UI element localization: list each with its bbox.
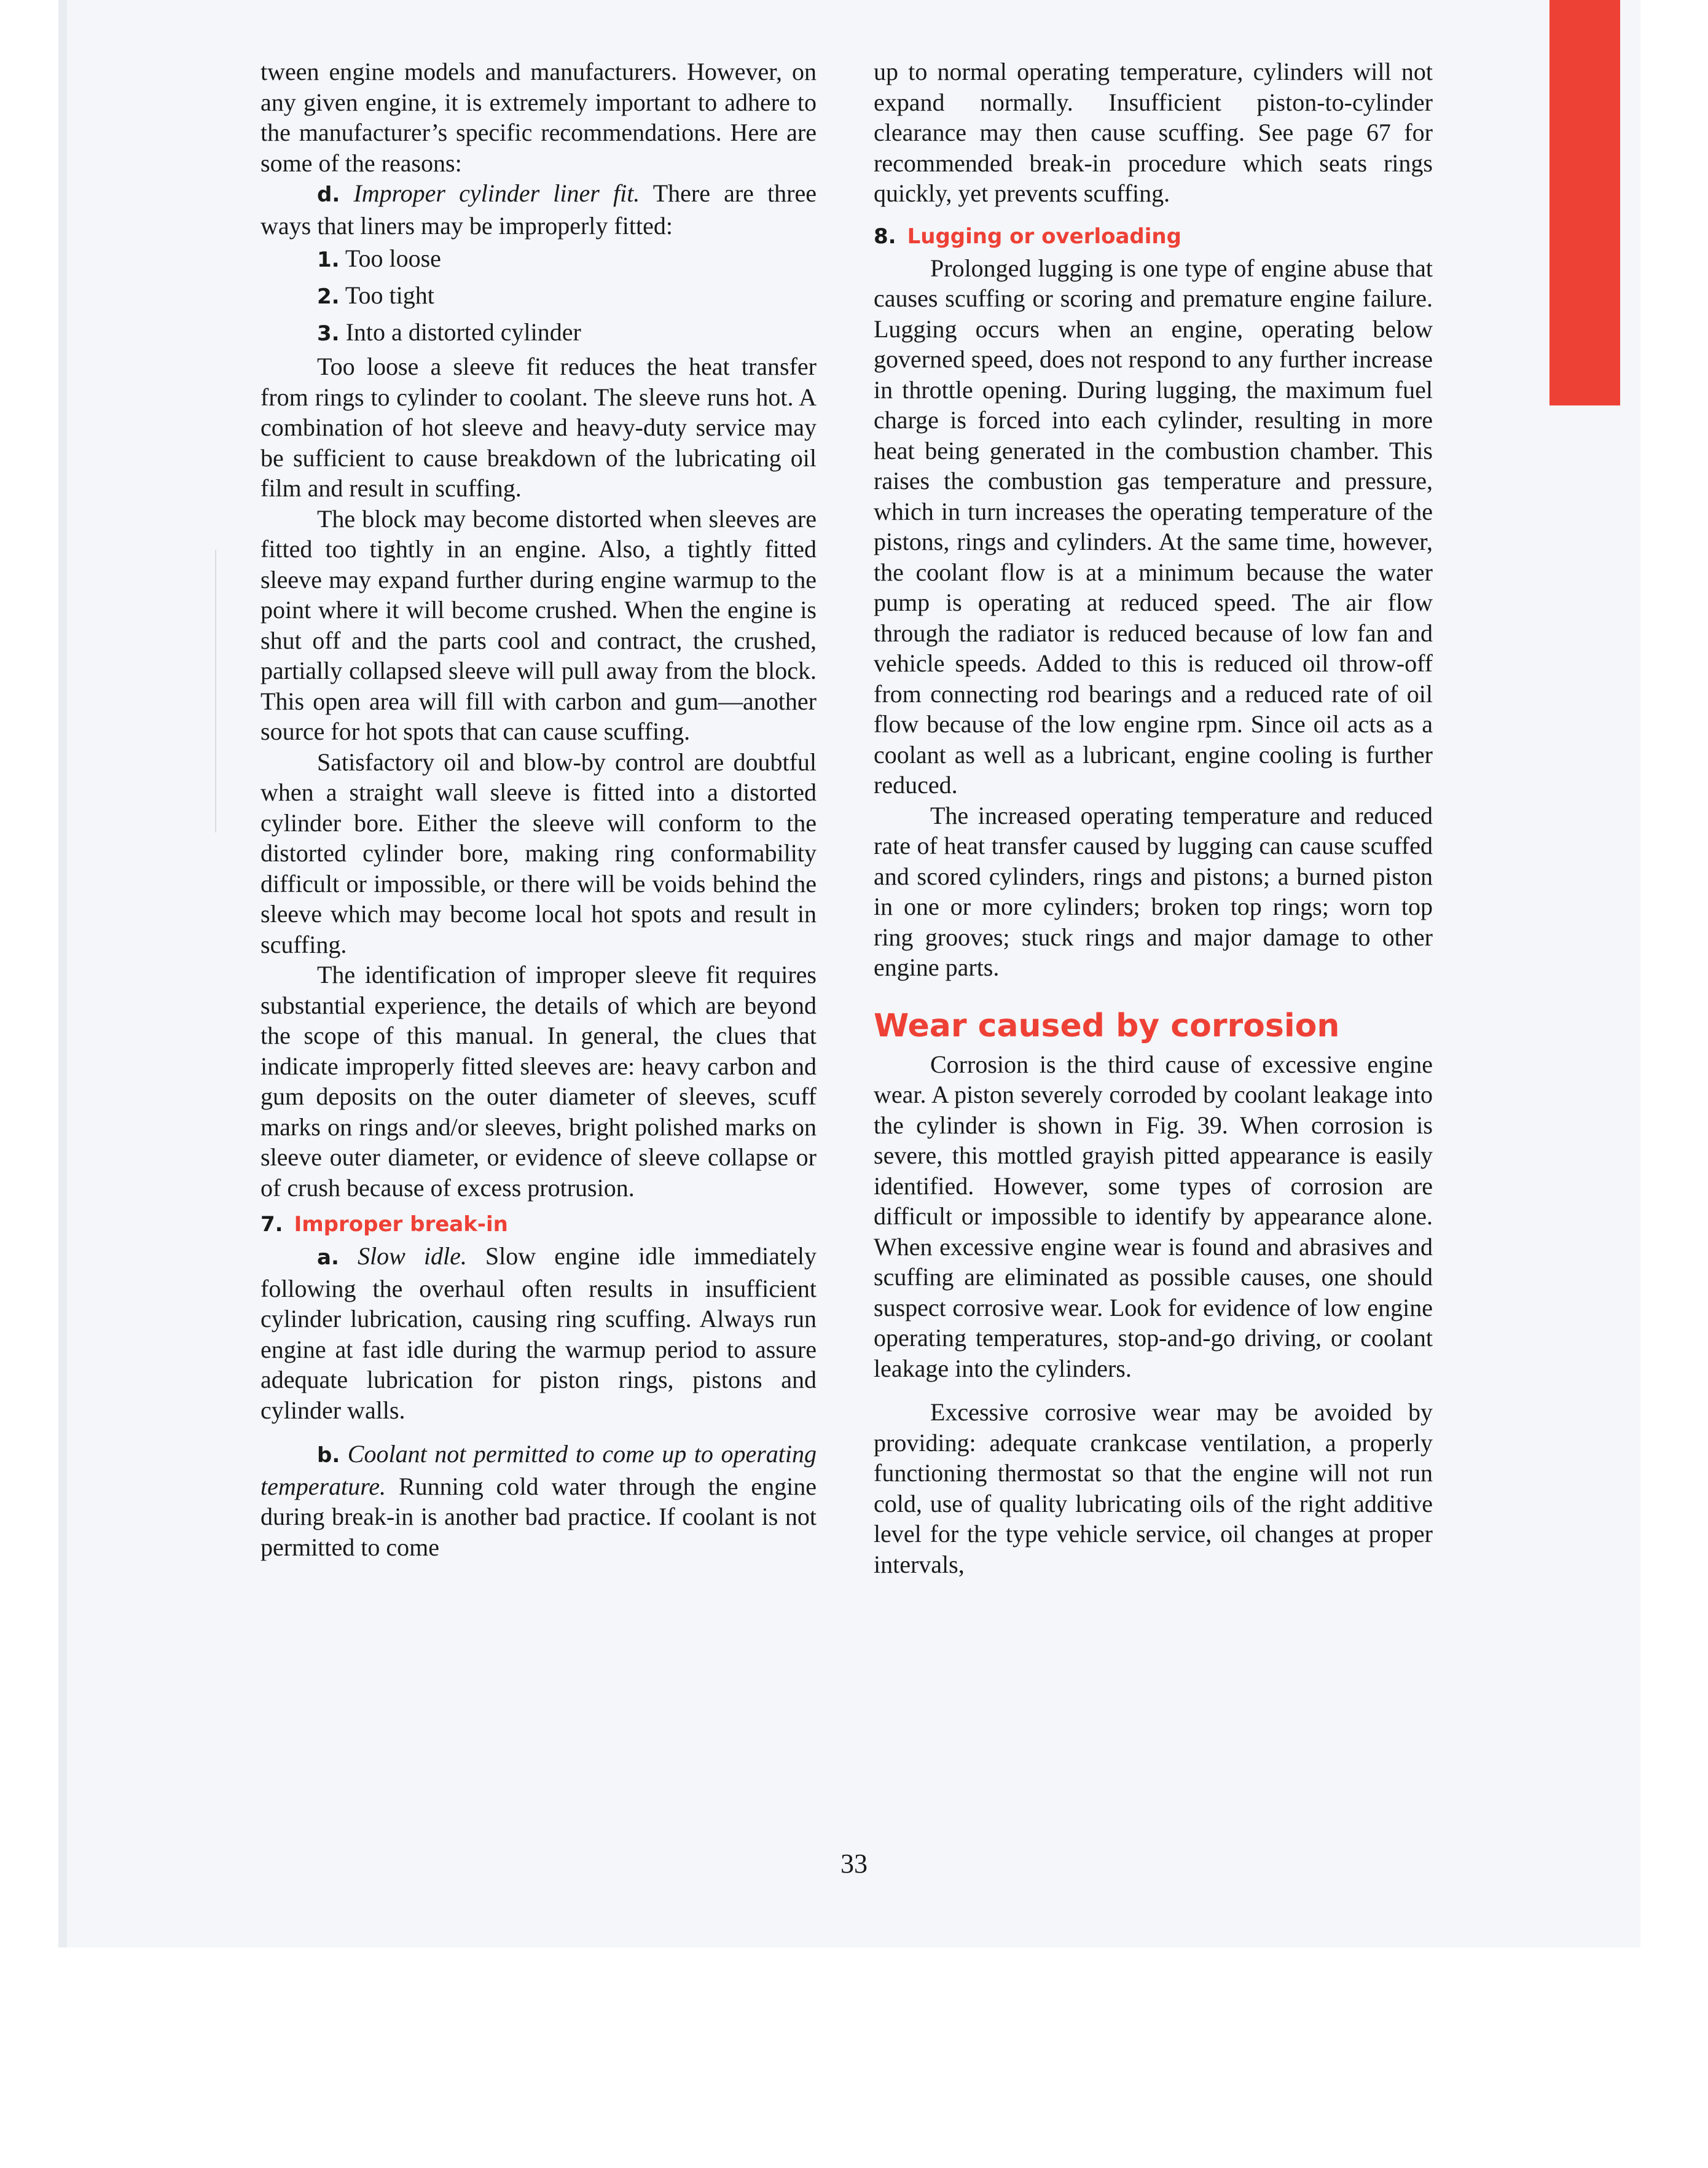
list-text: Into a distorted cylinder [345,318,581,346]
paragraph: The increased operating temperature and reduced rate of heat transfer caused by lugging can cause scuffed and scored cylinders, rings and pistons; a burned piston in one or more cylinders; broken top rings; worn top ring grooves; stuck rings and major damage to other engine parts. [874,801,1433,981]
page-edge [58,0,67,1947]
paragraph: The block may become distorted when sleeves are fitted too tightly in an engine. Also, a tightly fitted sleeve may expand further during engine warmup to the point where it will become crushed. When the engine is shut off and the parts cool and contract, the crushed, partially collapsed sleeve will pull away from the block. This open area will fill with carbon and gum—another source for hot spots that can cause scuffing. [261,504,817,745]
page-number: 33 [840,1849,868,1879]
subsection-d [261,178,817,241]
list-number: 1. [317,248,340,272]
list-number: 3. [317,321,340,346]
paragraph: The identification of improper sleeve fit requires substantial experience, the details of which are beyond the scope of this manual. In general, the clues that indicate improperly fitted sleeves are: heavy carbon and gum deposits on the outer diameter of sleeves, scuff marks on rings and/or sleeves, bright polished marks on sleeve outer diameter, or evidence of sleeve collapse or of crush because of excess protrusion. [261,961,817,1202]
section-8-heading [874,222,1433,251]
item-label: b. [317,1443,340,1468]
item-text: There are three ways that liners may be improperly fitted: [261,179,817,240]
list-text: Too tight [345,281,434,309]
paragraph: up to normal operating temperature, cylinders will not expand normally. Insufficient piston-to-cylinder clearance may then cause scuffing. See page 67 for recommended break-in procedure which seats rings quickly, yet prevents scuffing. [874,58,1433,207]
item-text: Slow engine idle immediately following the overhaul often results in insufficient cylinder lubrication, causing ring scuffing. Always run engine at fast idle during the warmup period to assure adequate lubrication for piston rings, pistons and cylinder walls. [261,1242,817,1424]
item-title: Improper cylinder liner fit. [353,179,640,207]
section-7-heading [261,1210,817,1239]
list-item [317,241,817,278]
list-text: Too loose [345,245,441,272]
item-text: Running cold water through the engine during break-in is another bad practice. If coolant is not permitted to come [261,1472,817,1561]
section-number: 8. [874,224,896,249]
right-column [874,57,1433,1579]
item-label: a. [317,1245,339,1270]
section-thumb-tab [1549,0,1620,405]
item-title: Slow idle. [357,1242,467,1270]
item-label: d. [317,182,340,207]
list-number: 2. [317,284,340,309]
paragraph: Too loose a sleeve fit reduces the heat transfer from rings to cylinder to coolant. The sleeve runs hot. A combination of hot sleeve and heavy-duty service may be sufficient to cause breakdown of the lubricating oil film and result in scuffing. [261,353,817,502]
section-title: Improper break-in [294,1212,508,1237]
list-item [317,278,817,315]
subsection-a [261,1241,817,1425]
section-heading: Wear caused by corrosion [874,1007,1340,1044]
left-column [261,57,817,1562]
section-title: Lugging or overloading [907,224,1181,249]
paragraph: Satisfactory oil and blow-by control are doubtful when a straight wall sleeve is fitted into a distorted cylinder bore. Either the sleeve will conform to the distorted cylinder bore, making ring conformability difficult or impossible, or there will be voids behind the sleeve which may become local hot spots and result in scuffing. [261,748,817,958]
paragraph: Prolonged lugging is one type of engine abuse that causes scuffing or scoring and premature engine failure. Lugging occurs when an engine, operating below governed speed, does not respond to any further increase in throttle opening. During lugging, the maximum fuel charge is forced into each cylinder, resulting in more heat being generated in the combustion chamber. This raises the combustion gas temperature and pressure, which in turn increases the operating temperature of the pistons, rings and cylinders. At the same time, however, the coolant flow is at a minimum because the water pump is operating at reduced speed. The air flow through the radiator is reduced because of low fan and vehicle speeds. Added to this is reduced oil throw-off from connecting rod bearings and a reduced rate of oil flow because of the low engine rpm. Since oil acts as a coolant as well as a lubricant, engine cooling is further reduced. [874,254,1433,799]
list-item [317,315,817,351]
item-title: Coolant not permitted to come up to operating temperature. [261,1440,817,1500]
subsection-b [261,1439,817,1562]
section-number: 7. [261,1212,283,1237]
paragraph: Excessive corrosive wear may be avoided by providing: adequate crankcase ventilation, a properly functioning thermostat so that the engine will not run cold, use of quality lubricating oils of the right additive level for the type vehicle service, oil changes at proper intervals, [874,1398,1433,1578]
margin-mark [215,550,216,832]
paragraph: Corrosion is the third cause of excessive engine wear. A piston severely corroded by coolant leakage into the cylinder is shown in Fig. 39. When corrosion is severe, this mottled grayish pitted appearance is easily identified. However, some types of corrosion are difficult or impossible to identify by appearance alone. When excessive engine wear is found and abrasives and scuffing are eliminated as possible causes, one should suspect corrosive wear. Look for evidence of low engine operating temperatures, stop-and-go driving, or coolant leakage into the cylinders. [874,1050,1433,1382]
paragraph: tween engine models and manufacturers. However, on any given engine, it is extremely important to adhere to the manufacturer’s specific recommendations. Here are some of the reasons: [261,58,817,177]
